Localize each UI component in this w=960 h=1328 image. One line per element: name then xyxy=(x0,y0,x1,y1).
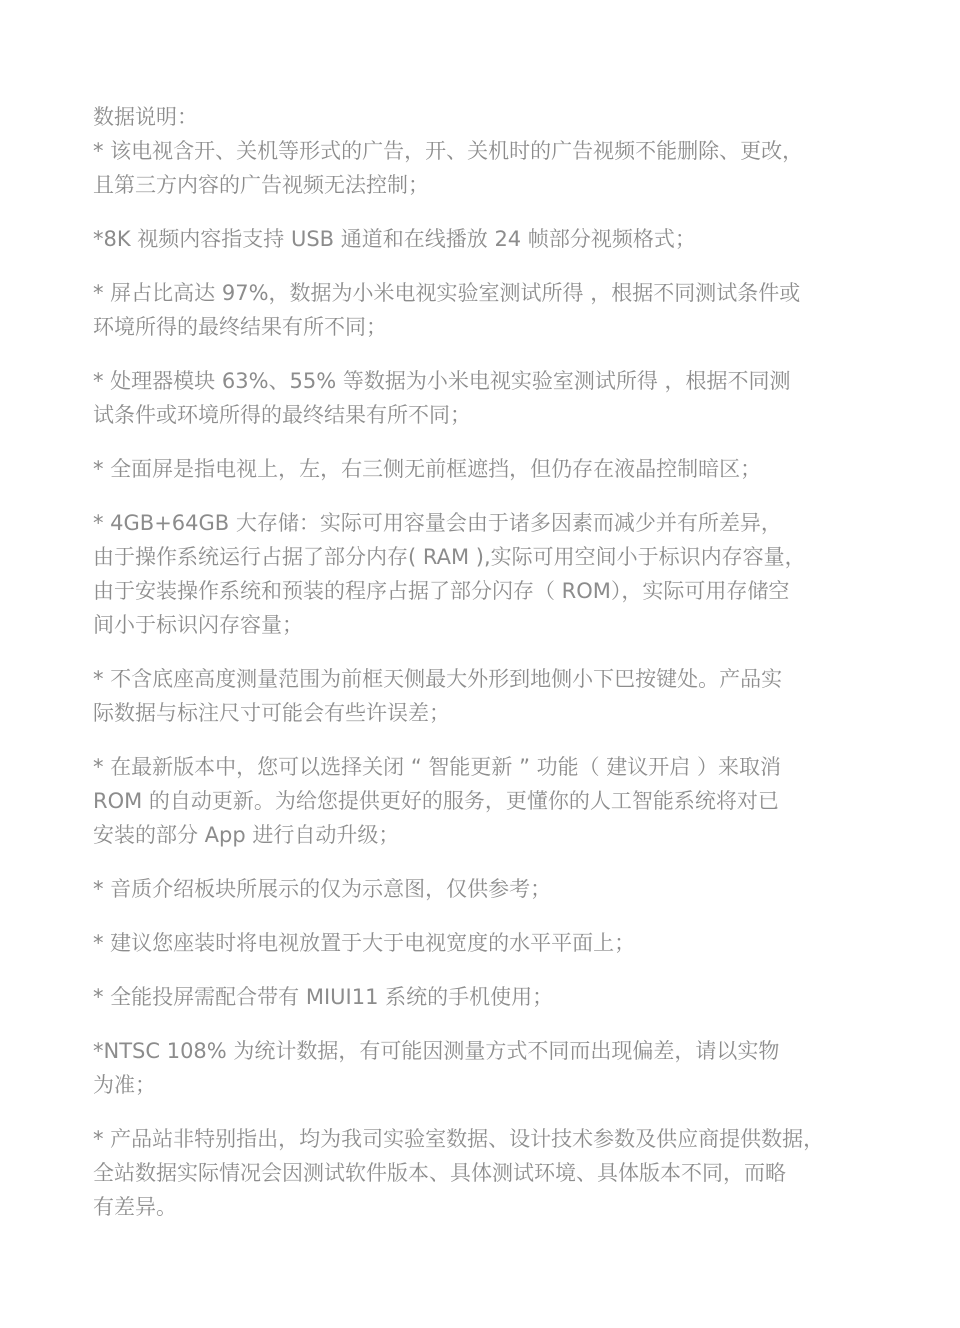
note-screen-ratio xyxy=(93,276,883,344)
note-audio xyxy=(93,872,883,906)
note-line: 间小于标识闪存容量； xyxy=(93,613,303,637)
note-line: * 屏占比高达 97%，数据为小米电视实验室测试所得 ，根据不同测试条件或 xyxy=(93,281,801,305)
note-line: 由于安装操作系统和预装的程序占据了部分闪存（ ROM），实际可用存储空 xyxy=(93,579,790,603)
note-line: * 4GB+64GB 大存储：实际可用容量会由于诸多因素而减少并有所差异， xyxy=(93,511,782,535)
note-height-measure xyxy=(93,662,883,730)
note-line: *NTSC 108% 为统计数据，有可能因测量方式不同而出现偏差，请以实物 xyxy=(93,1039,780,1063)
note-processor xyxy=(93,364,883,432)
note-8k-video xyxy=(93,222,883,256)
note-line: 环境所得的最终结果有所不同； xyxy=(93,315,387,339)
note-line: *8K 视频内容指支持 USB 通道和在线播放 24 帧部分视频格式； xyxy=(93,227,696,251)
note-line: * 在最新版本中，您可以选择关闭 “ 智能更新 ” 功能（ 建议开启 ）来取消 xyxy=(93,755,781,779)
note-smart-update xyxy=(93,750,883,852)
note-line: 由于操作系统运行占据了部分内存( RAM ),实际可用空间小于标识内存容量， xyxy=(93,545,806,569)
note-line: * 全面屏是指电视上，左，右三侧无前框遮挡，但仍存在液晶控制暗区； xyxy=(93,457,762,481)
document-heading: 数据说明： xyxy=(93,105,198,129)
note-line: 全站数据实际情况会因测试软件版本、具体测试环境、具体版本不同，而略 xyxy=(93,1161,786,1185)
note-line: * 该电视含开、关机等形式的广告，开、关机时的广告视频不能删除、更改， xyxy=(93,139,804,163)
note-screen-casting xyxy=(93,980,883,1014)
note-storage xyxy=(93,506,883,642)
data-notes-document xyxy=(93,100,883,1244)
note-product-site xyxy=(93,1122,883,1224)
note-line: * 产品站非特别指出，均为我司实验室数据、设计技术参数及供应商提供数据， xyxy=(93,1127,825,1151)
note-line: * 音质介绍板块所展示的仅为示意图，仅供参考； xyxy=(93,877,552,901)
note-line: 有差异。 xyxy=(93,1195,177,1219)
note-line: ROM 的自动更新。为给您提供更好的服务，更懂你的人工智能系统将对已 xyxy=(93,789,779,813)
note-ads xyxy=(93,134,883,202)
note-line: 为准； xyxy=(93,1073,156,1097)
note-line: 安装的部分 App 进行自动升级； xyxy=(93,823,400,847)
note-line: * 处理器模块 63%、55% 等数据为小米电视实验室测试所得 ，根据不同测 xyxy=(93,369,791,393)
note-full-screen xyxy=(93,452,883,486)
note-line: * 建议您座装时将电视放置于大于电视宽度的水平平面上； xyxy=(93,931,636,955)
note-line: * 全能投屏需配合带有 MIUI11 系统的手机使用； xyxy=(93,985,554,1009)
note-line: 际数据与标注尺寸可能会有些许误差； xyxy=(93,701,450,725)
note-line: 试条件或环境所得的最终结果有所不同； xyxy=(93,403,471,427)
note-line: 且第三方内容的广告视频无法控制； xyxy=(93,173,429,197)
note-ntsc xyxy=(93,1034,883,1102)
note-line: * 不含底座高度测量范围为前框天侧最大外形到地侧小下巴按键处。产品实 xyxy=(93,667,783,691)
note-placement xyxy=(93,926,883,960)
